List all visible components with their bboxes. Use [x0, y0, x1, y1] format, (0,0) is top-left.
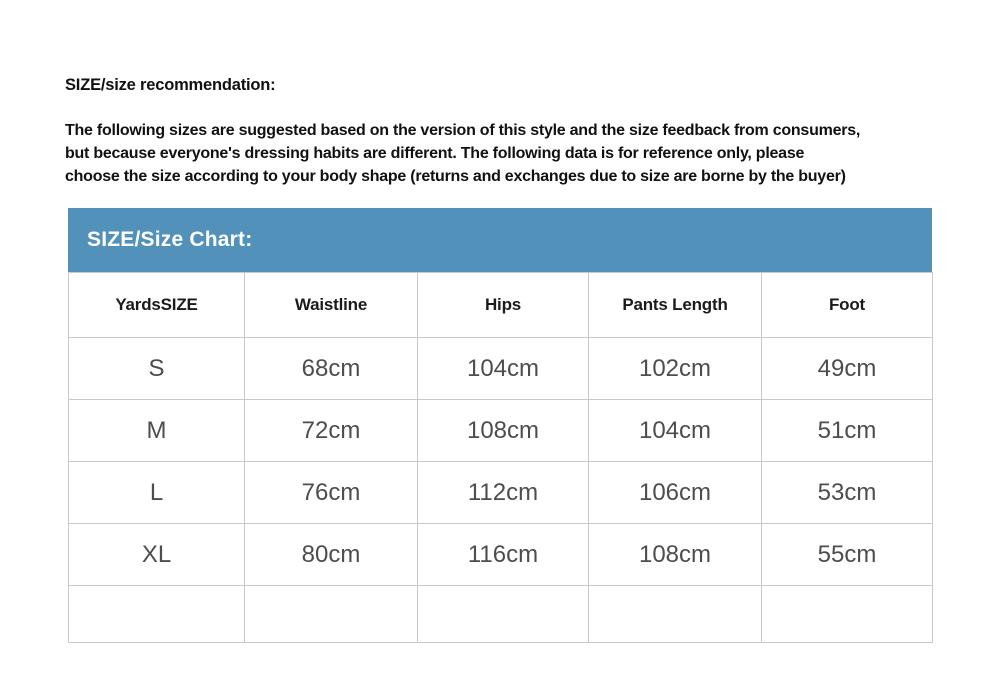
table-header-row: [69, 273, 933, 338]
cell-hips: 104cm: [418, 338, 589, 400]
paragraph-line-3: choose the size according to your body shape (returns and exchanges due to size are borne by the buyer): [65, 168, 846, 185]
cell-size: XL: [69, 524, 245, 586]
cell-hips: 116cm: [418, 524, 589, 586]
column-header-pants-length: Pants Length: [589, 273, 762, 338]
cell-size: [69, 586, 245, 643]
size-chart-banner: SIZE/Size Chart:: [68, 208, 932, 272]
cell-size: S: [69, 338, 245, 400]
cell-waistline: [245, 586, 418, 643]
cell-pants-length: 106cm: [589, 462, 762, 524]
size-chart-section: [68, 208, 932, 643]
table-row-empty: [69, 586, 933, 643]
cell-hips: [418, 586, 589, 643]
column-header-hips: Hips: [418, 273, 589, 338]
cell-size: L: [69, 462, 245, 524]
column-header-waistline: Waistline: [245, 273, 418, 338]
table-row: [69, 524, 933, 586]
cell-pants-length: 102cm: [589, 338, 762, 400]
paragraph-line-2: but because everyone's dressing habits are different. The following data is for reference only, please: [65, 145, 805, 162]
cell-pants-length: [589, 586, 762, 643]
cell-hips: 108cm: [418, 400, 589, 462]
table-row: [69, 462, 933, 524]
size-recommendation-paragraph: [65, 119, 860, 188]
cell-foot: 55cm: [762, 524, 933, 586]
cell-waistline: 72cm: [245, 400, 418, 462]
cell-foot: 49cm: [762, 338, 933, 400]
cell-foot: 53cm: [762, 462, 933, 524]
column-header-size: YardsSIZE: [69, 273, 245, 338]
cell-size: M: [69, 400, 245, 462]
column-header-foot: Foot: [762, 273, 933, 338]
cell-waistline: 80cm: [245, 524, 418, 586]
size-recommendation-heading: SIZE/size recommendation:: [65, 76, 276, 94]
cell-pants-length: 104cm: [589, 400, 762, 462]
table-row: [69, 338, 933, 400]
cell-foot: 51cm: [762, 400, 933, 462]
cell-pants-length: 108cm: [589, 524, 762, 586]
size-chart-table: [68, 272, 933, 643]
paragraph-line-1: The following sizes are suggested based on the version of this style and the size feedback from consumers,: [65, 122, 861, 139]
cell-foot: [762, 586, 933, 643]
cell-hips: 112cm: [418, 462, 589, 524]
cell-waistline: 76cm: [245, 462, 418, 524]
table-row: [69, 400, 933, 462]
cell-waistline: 68cm: [245, 338, 418, 400]
